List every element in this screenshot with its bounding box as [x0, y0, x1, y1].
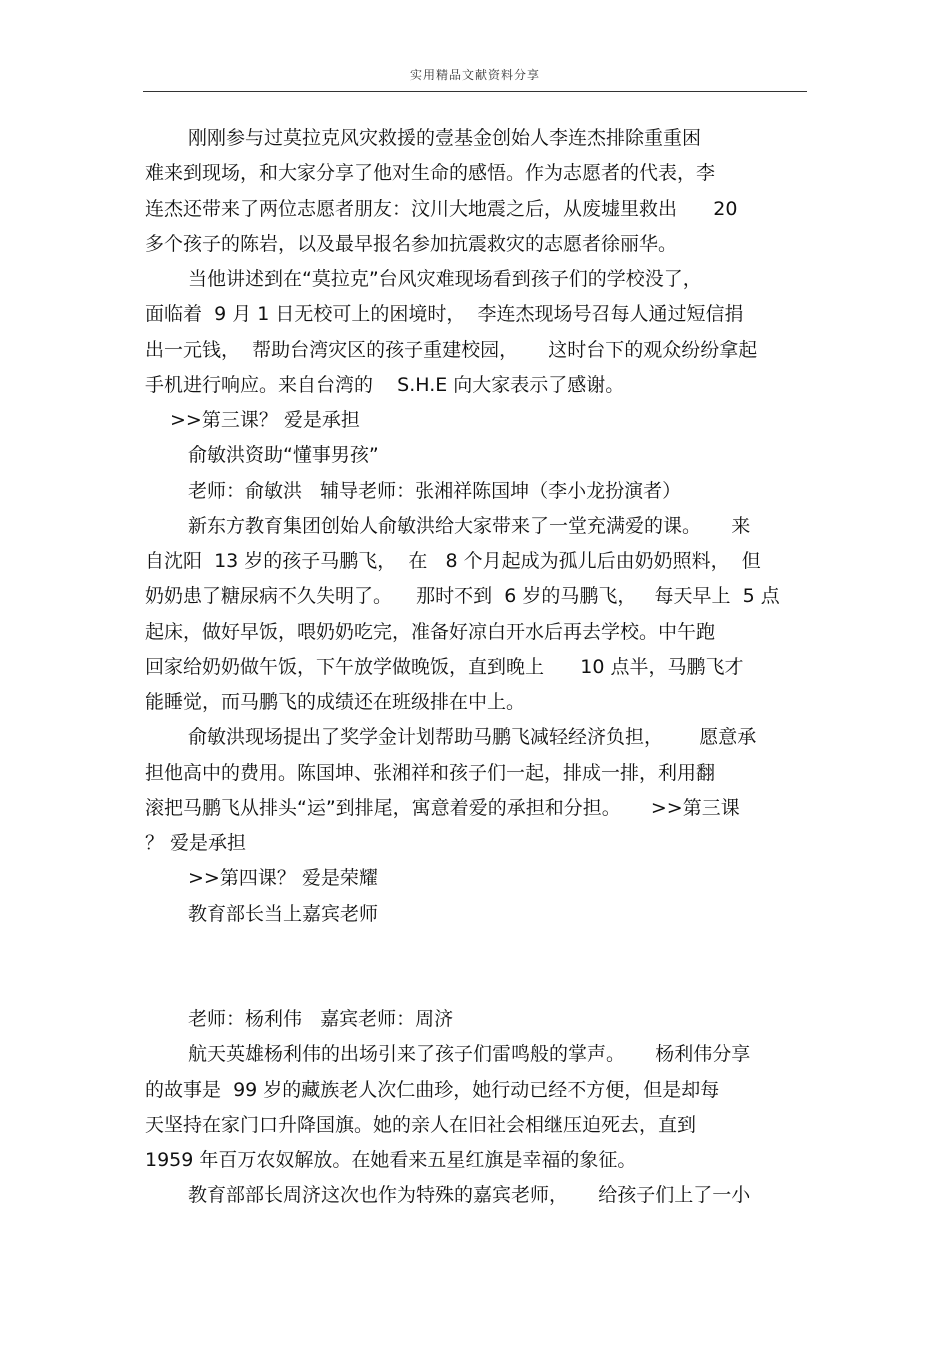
- text-line: 自沈阳 13 岁的孩子马鹏飞， 在 8 个月起成为孤儿后由奶奶照料， 但: [145, 550, 761, 572]
- text-line: 回家给奶奶做午饭，下午放学做晚饭，直到晚上 10 点半，马鹏飞才: [145, 656, 744, 678]
- text-line: 俞敏洪现场提出了奖学金计划帮助马鹏飞减轻经济负担， 愿意承: [188, 726, 757, 748]
- text-line: 手机进行响应。来自台湾的 S.H.E 向大家表示了感谢。: [145, 374, 625, 396]
- text-line: 奶奶患了糖尿病不久失明了。 那时不到 6 岁的马鹏飞， 每天早上 5 点: [145, 585, 780, 607]
- text-line: 刚刚参与过莫拉克风灾救援的壹基金创始人李连杰排除重重困: [188, 127, 702, 149]
- section-subtitle: 教育部长当上嘉宾老师: [188, 903, 379, 925]
- text-line: 航天英雄杨利伟的出场引来了孩子们雷鸣般的掌声。 杨利伟分享: [188, 1043, 751, 1065]
- header-divider: [143, 91, 807, 92]
- text-line: ？ 爱是承担: [145, 832, 247, 854]
- text-line: 能睡觉，而马鹏飞的成绩还在班级排在中上。: [145, 691, 526, 713]
- text-line: 多个孩子的陈岩，以及最早报名参加抗震救灾的志愿者徐丽华。: [145, 233, 678, 255]
- text-line: 新东方教育集团创始人俞敏洪给大家带来了一堂充满爱的课。 来: [188, 515, 751, 537]
- text-line: 连杰还带来了两位志愿者朋友：汶川大地震之后，从废墟里救出 20: [145, 198, 738, 220]
- text-line: 天坚持在家门口升降国旗。她的亲人在旧社会相继压迫死去，直到: [145, 1114, 697, 1136]
- text-line: 当他讲述到在“莫拉克”台风灾难现场看到孩子们的学校没了，: [188, 268, 702, 290]
- text-line: 教育部部长周济这次也作为特殊的嘉宾老师， 给孩子们上了一小: [188, 1184, 751, 1206]
- text-line: 担他高中的费用。陈国坤、张湘祥和孩子们一起，排成一排，利用翻: [145, 762, 716, 784]
- page-header-title: 实用精品文献资料分享: [409, 68, 540, 82]
- text-line: 起床，做好早饭，喂奶奶吃完，准备好凉白开水后再去学校。中午跑: [145, 621, 716, 643]
- text-line: 面临着 9 月 1 日无校可上的困境时， 李连杰现场号召每人通过短信捐: [145, 303, 744, 325]
- text-line: 的故事是 99 岁的藏族老人次仁曲珍，她行动已经不方便，但是却每: [145, 1079, 720, 1101]
- section-subtitle: 俞敏洪资助“懂事男孩”: [188, 444, 379, 466]
- section-heading: >>第四课？ 爱是荣耀: [188, 867, 378, 889]
- text-line: 难来到现场，和大家分享了他对生命的感悟。作为志愿者的代表，李: [145, 162, 716, 184]
- text-line: 1959 年百万农奴解放。在她看来五星红旗是幸福的象征。: [145, 1149, 637, 1171]
- teacher-line: 老师：俞敏洪 辅导老师：张湘祥陈国坤（李小龙扮演者）: [188, 480, 682, 502]
- text-line: 出一元钱， 帮助台湾灾区的孩子重建校园， 这时台下的观众纷纷拿起: [145, 339, 758, 361]
- teacher-line: 老师：杨利伟 嘉宾老师：周济: [188, 1008, 454, 1030]
- text-line: 滚把马鹏飞从排头“运”到排尾，寓意着爱的承担和分担。 >>第三课: [145, 797, 740, 819]
- section-heading: >>第三课？ 爱是承担: [170, 409, 360, 431]
